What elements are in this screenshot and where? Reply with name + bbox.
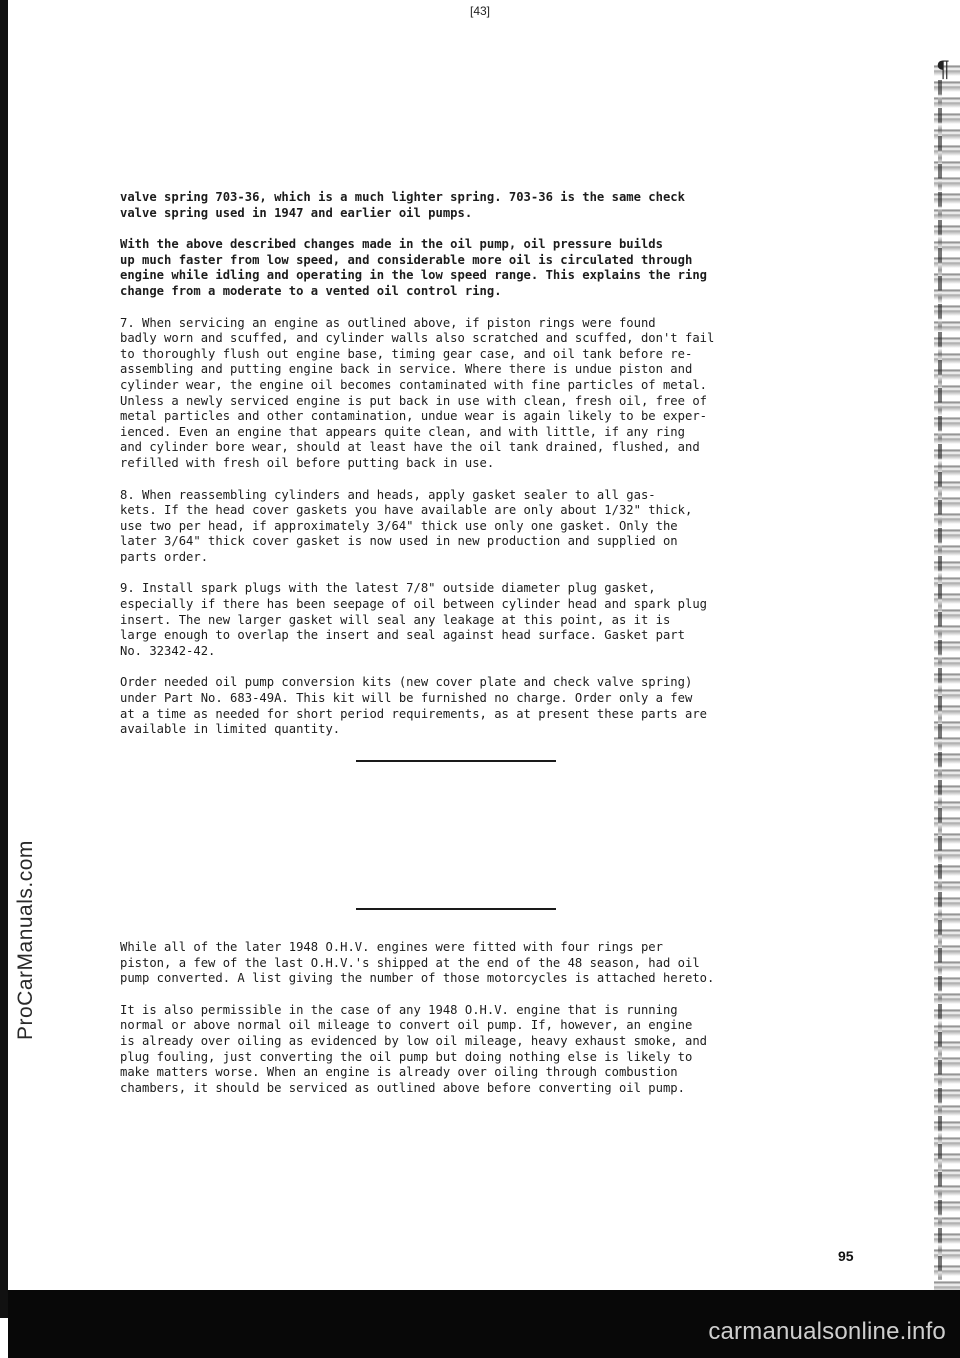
separator-rule (356, 908, 556, 910)
footer-watermark: carmanualsonline.info (708, 1318, 946, 1345)
paragraph-valve-spring: valve spring 703-36, which is a much lighter spring. 703-36 is the same check valve spring used in 1947 and earlier oil pumps. (120, 190, 685, 220)
page-label: [43] (469, 4, 490, 18)
paragraph-1948-ohv: While all of the later 1948 O.H.V. engines were fitted with four rings per piston, a few of the last O.H.V.'s shipped at the end of the 48 season, had oil pump converted. A list giving the number of those motorcycles is attached hereto. (120, 940, 715, 986)
separator-rule (356, 760, 556, 762)
document-body (120, 190, 790, 754)
paragraph-item-8: 8. When reassembling cylinders and heads, apply gasket sealer to all gas- kets. If the head cover gaskets you have available are only about 1/32" thick, use two per head, if approximately 3/64" thick use only one gasket. Only the later 3/64" thick cover gasket is now used in new production and supplied on parts order. (120, 487, 693, 564)
document-body-continued (120, 940, 790, 1112)
paragraph-item-7: 7. When servicing an engine as outlined above, if piston rings were found badly worn and scuffed, and cylinder walls also scratched and scuffed, don't fail to thoroughly flush out engine base, timing gear case, and oil tank before re- assembling and putting engine back in service. Where there is undue piston and cylinder wear, the engine oil becomes contaminated with fine particles of metal. Unless a newly serviced engine is put back in use with clean, fresh oil, free of metal particles and other contamination, undue wear is again likely to be exper- ienced. Even an engine that appears quite clean, and with little, if any ring and cylinder bore wear, should at least have the oil tank drained, flushed, and refilled with fresh oil before putting back in use. (120, 315, 715, 470)
scan-left-edge (0, 0, 8, 1318)
paragraph-permissible: It is also permissible in the case of any 1948 O.H.V. engine that is running normal or above normal oil mileage to convert oil pump. If, however, an engine is already over oiling as evidenced by low oil mileage, heavy exhaust smoke, and plug fouling, just converting the oil pump but doing nothing else is likely to make matters worse. When an engine is already over oiling through combustion chambers, it should be serviced as outlined above before converting oil pump. (120, 1002, 707, 1095)
side-watermark: ProCarManuals.com (14, 840, 37, 1040)
paragraph-order-kits: Order needed oil pump conversion kits (new cover plate and check valve spring) under Part No. 683-49A. This kit will be furnished no charge. Order only a few at a time as needed for short period requirements, as at present these parts are available in limited quantity. (120, 675, 707, 737)
margin-mark: ¶ (936, 58, 950, 83)
paragraph-item-9: 9. Install spark plugs with the latest 7/8" outside diameter plug gasket, especially if there has been seepage of oil between cylinder head and spark plug insert. The new larger gasket will seal any leakage at this point, as it is large enough to overlap the insert and seal against head surface. Gasket part No. 32342-42. (120, 581, 707, 658)
scan-right-edge-shadow (938, 80, 942, 1280)
paragraph-oil-pressure: With the above described changes made in the oil pump, oil pressure builds up much faster from low speed, and considerable more oil is circulated through engine while idling and operating in the low speed range. This explains the ring change from a moderate to a vented oil control ring. (120, 237, 707, 298)
page-number: 95 (838, 1248, 854, 1264)
